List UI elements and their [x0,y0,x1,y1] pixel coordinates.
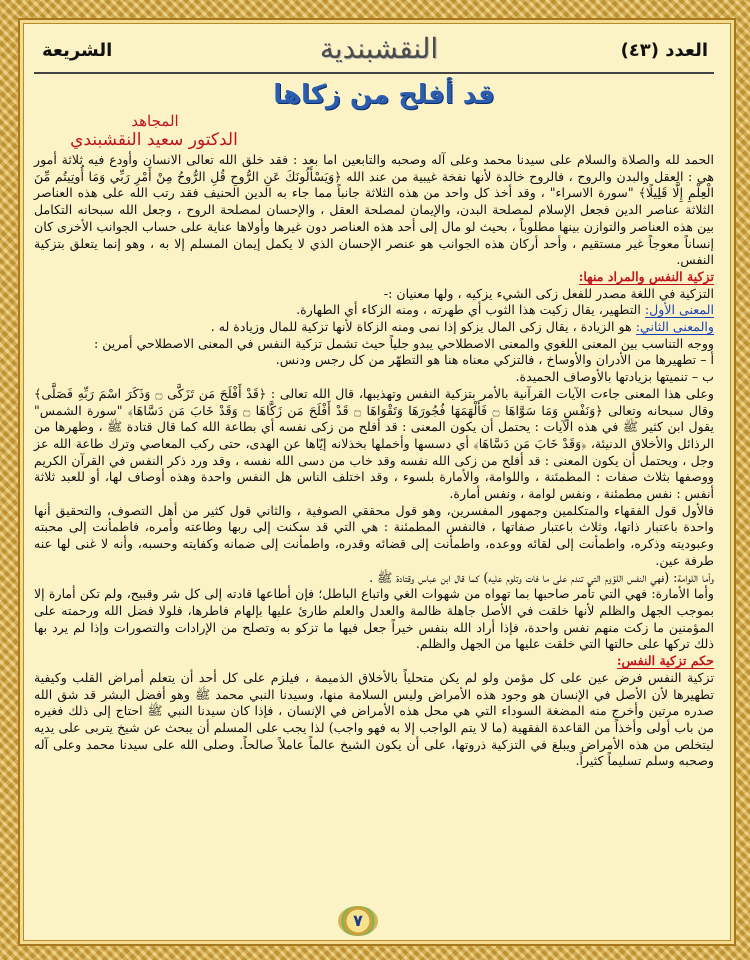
header-bar [34,30,714,74]
paragraph: الحمد لله والصلاة والسلام على سيدنا محمد وعلى آله وصحبه والتابعين اما بعد : فقد خلق الله تعالى الانسان وأودع فيه ثلاثة أمور هي : العقل والبدن والروح ، فالروح خالدة لأنها نفخة غيبية من عند الله ﴿وَيَسْأَلُونَكَ عَنِ الرُّوحِ قُلِ الرُّوحُ مِنْ أَمْرِ رَبِّي وَمَا أُوتِيتُم مِّنَ الْعِلْمِ إِلَّا قَلِيلًا﴾ "سورة الاسراء" ، وقد أخذ كل واحد من هذه الثلاثة جانباً مما جاء به الدين الحنيف فقد رتب الله على هذه العناصر الثلاثة عناصر الدين فجعل الإسلام لمصلحة البدن، والإيمان لمصلحة العقل ، والإحسان لمصلحة الروح ، وجعل الله سبحانه التكامل بين هذه العناصر والتوازن بينها مطلوباً ، بحيث لو مال إلى أحد هذه العناصر دون غيرها وأولاها عناية على حساب الجوانب الأخرى كان إنساناً معوجاً غير مستقيم ، وأحد أركان هذه الجوانب هو عنصر الإحسان الذي لا يكمل إيمان المسلم إلا به ، وهو إنما يتعلق بتزكية النفس. [34,152,714,268]
meaning-label: والمعنى الثاني: [635,319,714,335]
meaning-text: هو الزيادة ، يقال زكى المال يزكو إذا نمى ومنه الزكاة لأنها تزكية للمال وزيادة له . [210,319,636,335]
article-title: قد أفلح من زكاها [273,80,495,110]
paragraph [34,319,714,336]
article-body [34,152,714,770]
page-number: ٧ [338,906,378,936]
meaning-text: التطهير، يقال زكيت هذا الثوب أي طهرته ، ومنه الزكاء أي الطهارة. [296,302,645,318]
paragraph: ووجه التناسب بين المعنى اللغوي والمعنى الاصطلاحي يبدو جلياً حيث تشمل تزكية النفس في المعنى الاصطلاحي أمرين : [93,335,714,351]
author-name: الدكتور سعيد النقشبندي [70,130,238,150]
meaning-label: المعنى الأول: [644,302,714,318]
paragraph: أ – تطهيرها من الأدران والأوساخ ، فالتزكي معناه هنا هو التطهّر من كل رجس ودنس. [275,352,714,368]
paragraph: وأما اللوامة: (فهي النفس اللؤوم التي تندم على ما فات وتلوم عليه) كما قال ابن عباس وقتادة ﷺ . [369,569,714,585]
magazine-logo: النقشبندية [319,32,439,65]
paragraph: ب – تنميتها بزيادتها بالأوصاف الحميدة. [515,369,714,385]
issue-number: العدد (٤٣) [620,40,708,61]
paragraph: وأما الأمارة: فهي التي تأمر صاحبها بما تهواه من شهوات الغي واتباع الباطل؛ فإن أطاعها قادته إلى كل شر وقبيح، ولم تكن أمارة إلا بموجب الجهل والظلم لأنها خلقت في الأصل جاهلة ظالمة والعدل والعلم طارئ عليها بإلهام فاطرها، فلولا فضل الله ورحمته على المؤمنين ما زكت منهم نفس واحدة، فإذا أراد الله بنفس خيراً جعل فيها ما تزكو به وتصلح من الإرادات والتصورات وإذا لم يرد بها ذلك تركها على حالتها التي خلقت عليها من الجهل والظلم. [34,586,714,652]
paragraph: وعلى هذا المعنى جاءت الآيات القرآنية بالأمر بتزكية النفس وتهذيبها، قال الله تعالى : ﴿قَدْ أَفْلَحَ مَن تَزَكَّى ۝ وَذَكَرَ اسْمَ رَبِّهِ فَصَلَّى﴾ وقال سبحانه وتعالى ﴿وَنَفْسٍ وَمَا سَوَّاهَا ۝ فَأَلْهَمَهَا فُجُورَهَا وَتَقْوَاهَا ۝ قَدْ أَفْلَحَ مَن زَكَّاهَا ۝ وَقَدْ خَابَ مَن دَسَّاهَا﴾ "سورة الشمس" يقول ابن كثير ﷺ في هذه الآيات : يحتمل أن يكون المعنى : قد أفلح من زكى نفسه أي بطاعة الله كما قال قتادة ﷺ ، وطهرها من الرذائل والأخلاق الدنيئة، ﴿وَقَدْ خَابَ مَن دَسَّاهَا﴾ أي دسسها وأخملها بخذلانه إيّاها عن الهدى، حتى ركب المعاصي وترك طاعة الله عز وجل ، ويحتمل أن يكون المعنى : قد أفلح من زكى الله نفسه وقد خاب من دسى الله نفسه ، وقد ورد ذكر النفس في القرآن الكريم ووصفها بثلاث صفات : المطمئنة ، واللوامة، والأمارة بلسوء ، وقد اختلف الناس هل النفس واحدة وهذه أوصاف لها، أو للعبد ثلاثة أنفس : نفس مطمئنة ، ونفس لوامة ، ونفس أمارة. [34,385,714,502]
author-role: المجاهد [131,112,179,130]
section-name: الشريعة [42,40,113,61]
article [34,30,714,930]
paragraph: تزكية النفس فرض عين على كل مؤمن ولو لم يكن متحلياً بالأخلاق الذميمة ، فيلزم على كل أحد أن يتعلم أمراض القلب وكيفية تطهيرها لأن الأصل في الإنسان هو وجود هذه الأمراض وليس السلامة منها، وسيدنا النبي محمد ﷺ وهو أفضل البشر قد شق الله صدره مرتين وأخرج منه المضغة السوداء التي هي محل هذه الأمراض في الإنسان ، فإذا كان سيدنا النبي ﷺ احتاج إلى ذلك فغيره من باب أولى وأخذاً من القاعدة الفقهية (ما لا يتم الواجب إلا به فهو واجب) لذا يجب على المسلم أن يبحث عن شيخ يتربى على يديه ليتخلص من هذه الأمراض ويبلغ في التزكية ذروتها، على أن يكون الشيخ عالماً عاملاً صالحاً. وصلى الله على سيدنا محمد وعلى آله وصحبه وسلم تسليماً كثيراً. [34,669,714,769]
paragraph [34,302,714,319]
paragraph: فالأول قول الفقهاء والمتكلمين وجمهور المفسرين، وهو قول محققي الصوفية ، والثاني قول كثير من أهل التصوف، والتحقيق أنها واحدة باعتبار ذاتها، وثلاث باعتبار صفاتها ، فالنفس المطمئنة : هي التي قد سكنت إلى ربها وطاعته وأمره، فاطمأنت إلى محبته وعبوديته وذكره، واطمأنت إلى لقائه ووعده، واطمأنت إلى قضائه وقدره، واطمأنت إلى ضمانه وكفايته وحسبه، وأنه لا غنى لها عنه طرفة عين. [34,502,714,568]
section-heading: حكم تزكية النفس: [616,653,714,669]
paragraph: التزكية في اللغة مصدر للفعل زكى الشيء يزكيه ، ولها معنيان :- [383,285,714,301]
section-heading: تزكية النفس والمراد منها: [578,268,714,284]
